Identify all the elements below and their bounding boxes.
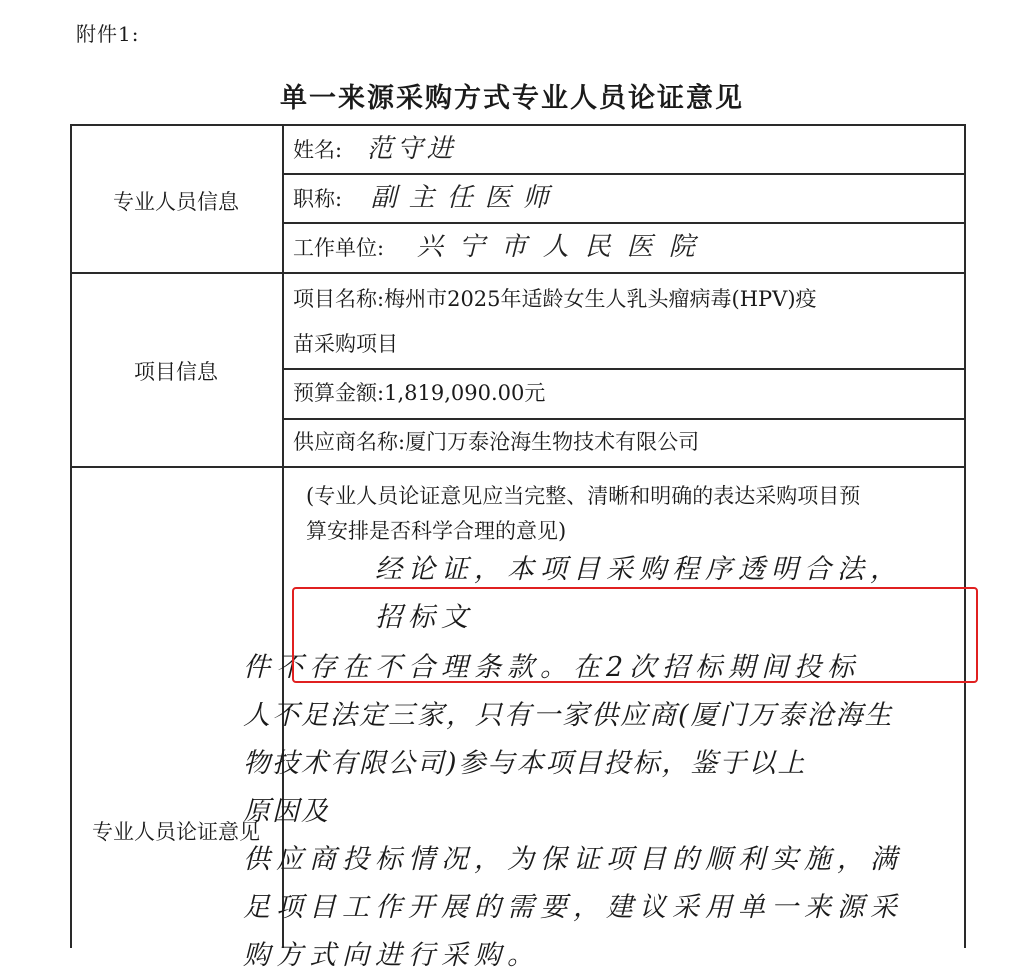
title-row (293, 181, 561, 217)
attachment-label: 附件1: (76, 22, 140, 46)
section-divider (70, 272, 966, 274)
project-name-label: 项目名称: (293, 287, 385, 311)
row-divider (282, 173, 966, 175)
employer-value: 兴宁市人民医院 (416, 232, 711, 262)
section-divider (70, 466, 966, 468)
opinion-line: 购方式向进行采购。 (243, 940, 540, 971)
highlight-box (292, 587, 978, 683)
page-title: 单一来源采购方式专业人员论证意见 (280, 83, 744, 114)
table-border-right (964, 124, 966, 948)
opinion-line: 供应商投标情况，为保证项目的顺利实施，满 (243, 844, 903, 875)
table-border-top (70, 124, 966, 126)
budget-value: 1,819,090.00元 (384, 381, 546, 405)
project-name-line2: 苗采购项目 (293, 332, 398, 356)
title-label: 职称: (293, 187, 343, 211)
name-label: 姓名: (293, 138, 343, 162)
row-divider (282, 222, 966, 224)
name-row (293, 132, 457, 168)
title-value: 副主任医师 (370, 183, 561, 213)
opinion-line: 物技术有限公司)参与本项目投标，鉴于以上原因及 (243, 748, 807, 827)
supplier-label: 供应商名称: (293, 430, 406, 454)
row-divider (282, 368, 966, 370)
name-value: 范守进 (366, 134, 457, 164)
budget-label: 预算金额: (293, 381, 385, 405)
project-name-line1: 梅州市2025年适龄女生人乳头瘤病毒(HPV)疫 (384, 287, 817, 311)
instruction-line2: 算安排是否科学合理的意见) (306, 519, 567, 543)
opinion-line: 足项目工作开展的需要，建议采用单一来源采 (243, 892, 903, 923)
opinion-line: 经论证，本项目采购程序透明合法，招标文 (375, 554, 903, 633)
row-divider (282, 418, 966, 420)
supplier-row (293, 425, 699, 460)
instruction-line1: (专业人员论证意见应当完整、清晰和明确的表达采购项目预 (306, 484, 861, 508)
opinion-label: 专业人员论证意见 (92, 820, 260, 844)
employer-row (293, 230, 711, 266)
project-name-row (293, 282, 817, 362)
opinion-line: 人不足法定三家，只有一家供应商(厦门万泰沧海生 (243, 700, 894, 731)
opinion-instruction (306, 479, 860, 549)
supplier-value: 厦门万泰沧海生物技术有限公司 (405, 430, 700, 454)
project-info-label: 项目信息 (134, 360, 218, 384)
budget-row (293, 376, 545, 411)
opinion-line: 件不存在不合理条款。在2次招标期间投标 (243, 652, 861, 683)
expert-info-label: 专业人员信息 (113, 190, 239, 214)
employer-label: 工作单位: (293, 236, 385, 260)
